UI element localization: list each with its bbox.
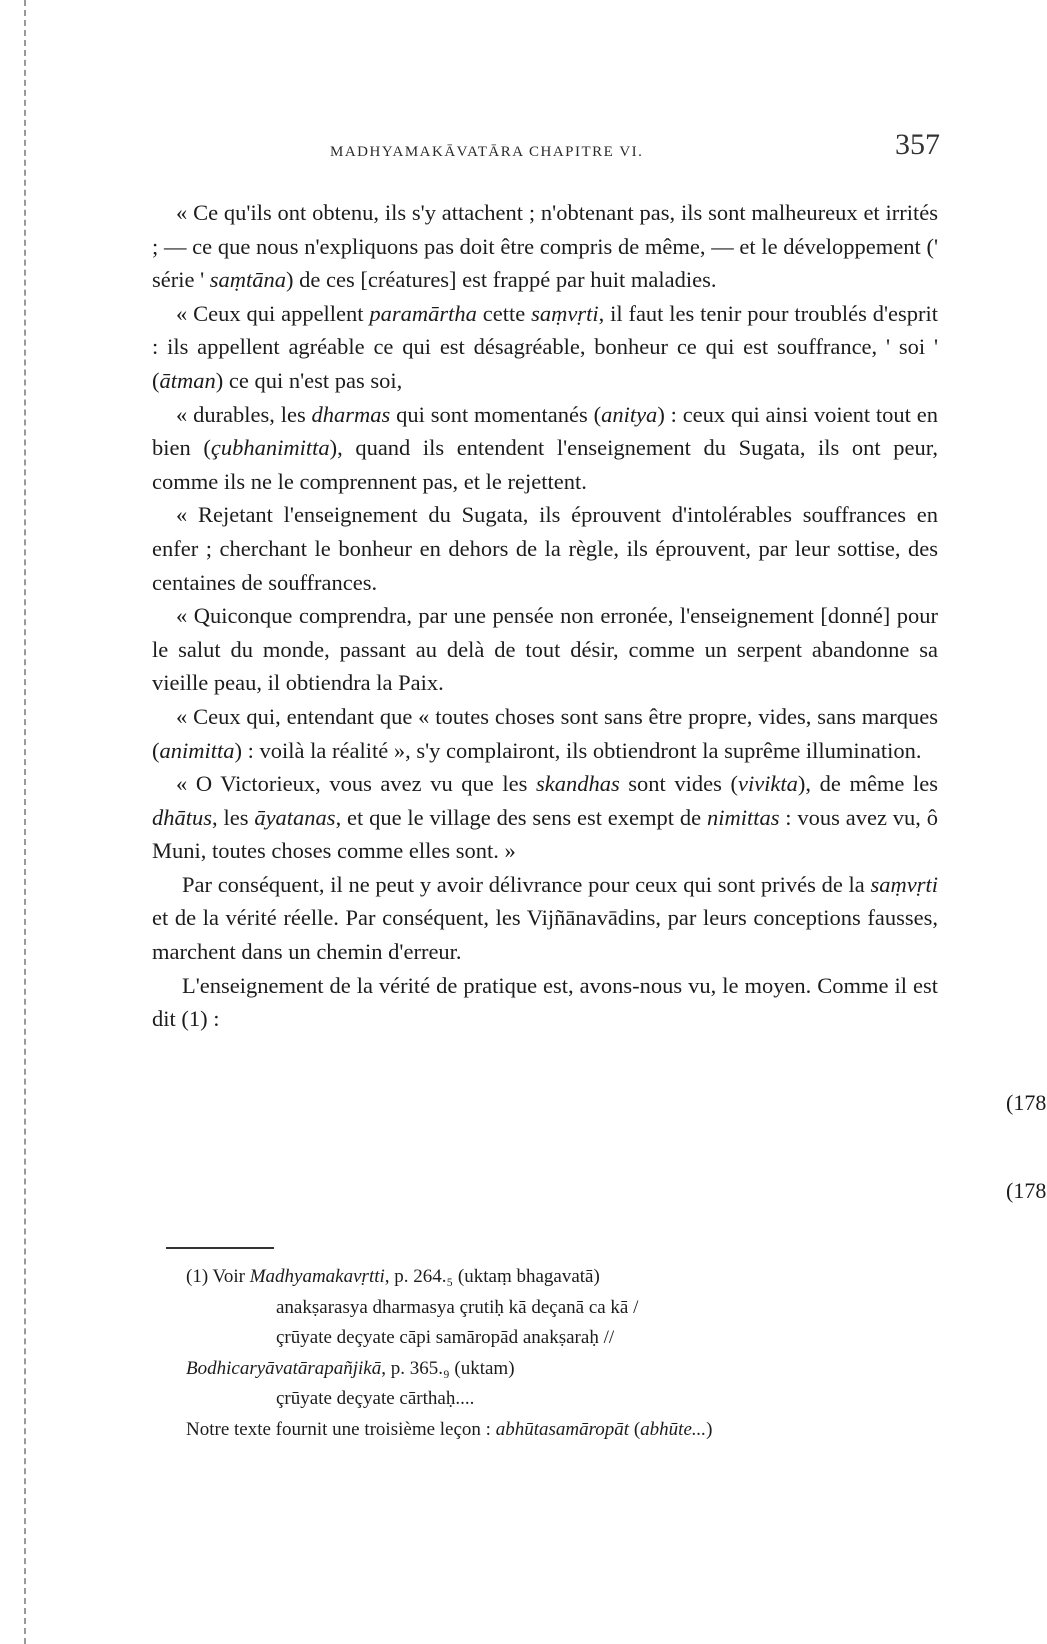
paragraph: « Quiconque comprendra, par une pensée non erronée, l'enseignement [donné] pour le salut du monde, passant au delà de tout désir, comme un serpent abandonne sa vieille peau, il obtiendra la Paix. — [152, 603, 938, 696]
paragraph: « Ceux qui, entendant que « toutes choses sont sans être propre, vides, sans marques (animitta) : voilà la réalité », s'y complairont, ils obtiendront la suprême illumination. — [152, 703, 938, 763]
italic-term: āyatanas — [254, 804, 336, 830]
italic-term: abhūtasamāropāt — [495, 1418, 630, 1440]
margin-reference: (178 — [1006, 1178, 1047, 1203]
footnote-rule — [166, 1247, 274, 1249]
italic-term: anitya — [601, 401, 658, 427]
footnote-line: çrūyate deçyate cāpi samāropād anakṣaraḥ // — [276, 1327, 615, 1348]
footnote — [186, 1262, 946, 1445]
paragraph: « Ceux qui appellent paramārtha cette saṃvṛti, il faut les tenir pour troublés d'esprit : ils appellent agréable ce qui est désagréable, bonheur ce qui est souffrance, ' soi ' (ātman) ce qui n'est pas soi, — [152, 300, 938, 393]
scan-gutter-line — [24, 0, 26, 1644]
italic-term: ātman — [159, 367, 216, 393]
footnote-line: Notre texte fournit une troisième leçon : abhūtasamāropāt (abhūte...) — [186, 1418, 713, 1440]
italic-term: abhūte... — [640, 1418, 707, 1440]
italic-term: saṃvṛti — [870, 871, 938, 897]
paragraph: « Ce qu'ils ont obtenu, ils s'y attachent ; n'obtenant pas, ils sont malheureux et irrités ; — ce que nous n'expliquons pas doit être compris de même, — et le développement (' série ' saṃtāna) de ces [créatures] est frappé par huit maladies. — [152, 200, 938, 293]
italic-term: saṃtāna — [209, 267, 287, 293]
italic-term: vivikta — [737, 771, 798, 797]
page-number: 357 — [895, 128, 940, 161]
footnote-line: çrūyate deçyate cārthaḥ.... — [276, 1388, 475, 1409]
paragraph: « durables, les dharmas qui sont momentanés (anitya) : ceux qui ainsi voient tout en bien (çubhanimitta), quand ils entendent l'enseignement du Sugata, ils ont peur, comme ils ne le comprennent pas, et le rejettent. — [152, 401, 938, 494]
paragraph: L'enseignement de la vérité de pratique est, avons-nous vu, le moyen. Comme il est dit (1) : — [152, 972, 938, 1032]
paragraph: « O Victorieux, vous avez vu que les skandhas sont vides (vivikta), de même les dhātus, les āyatanas, et que le village des sens est exempt de nimittas : vous avez vu, ô Muni, toutes choses comme elles sont. » — [152, 771, 938, 864]
body-text — [152, 196, 938, 1036]
italic-term: dhātus — [152, 804, 213, 830]
running-title: MADHYAMAKĀVATĀRA CHAPITRE VI. — [330, 144, 644, 160]
footnote-line: (1) Voir Madhyamakavṛtti, p. 264.₅ (uktaṃ bhagavatā) — [186, 1266, 600, 1287]
paragraph: Par conséquent, il ne peut y avoir délivrance pour ceux qui sont privés de la saṃvṛti et de la vérité réelle. Par conséquent, les Vijñānavādins, par leurs conceptions fausses, marchent dans un chemin d'erreur. — [152, 871, 938, 965]
page-header — [150, 128, 940, 168]
italic-term: animitta — [159, 737, 235, 763]
margin-reference: (178 — [1006, 1090, 1047, 1115]
italic-term: paramārtha — [369, 300, 477, 326]
footnote-line: Bodhicaryāvatārapañjikā, p. 365.₉ (uktam) — [186, 1357, 515, 1379]
italic-term: Bodhicaryāvatārapañjikā — [186, 1357, 382, 1379]
italic-term: nimittas — [706, 804, 780, 830]
italic-term: Madhyamakavṛtti — [249, 1266, 385, 1287]
italic-term: çubhanimitta — [210, 435, 330, 461]
italic-term: skandhas — [535, 771, 620, 797]
footnote-line: anakṣarasya dharmasya çrutiḥ kā deçanā ca kā / — [276, 1296, 639, 1318]
italic-term: saṃvṛti — [531, 300, 599, 326]
paragraph: « Rejetant l'enseignement du Sugata, ils éprouvent d'intolérables souffrances en enfer ; cherchant le bonheur en dehors de la règle, ils éprouvent, par leur sottise, des centaines de souffrances. — [152, 502, 938, 595]
italic-term: dharmas — [311, 401, 391, 427]
